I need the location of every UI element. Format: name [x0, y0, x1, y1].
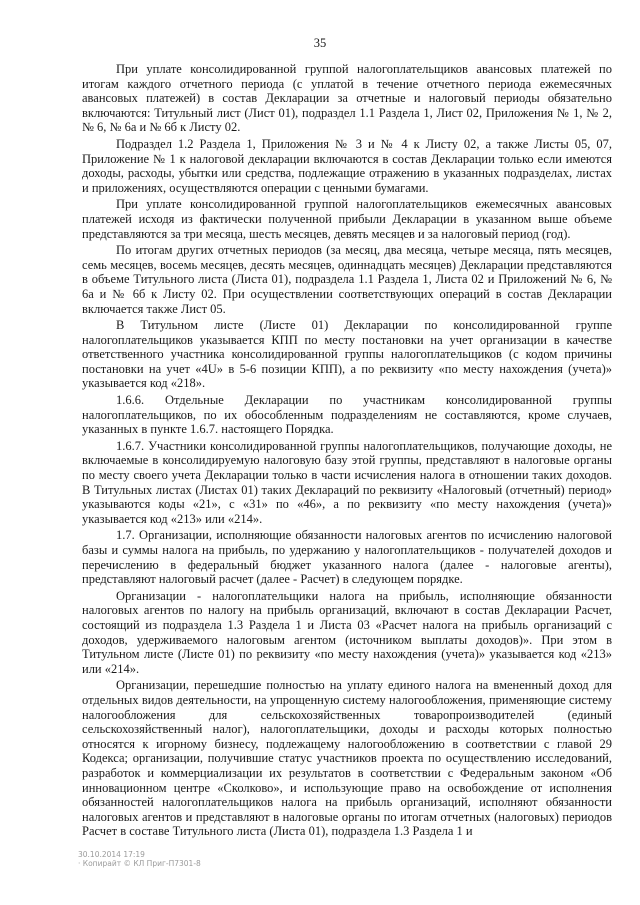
paragraph: По итогам других отчетных периодов (за месяц, два месяца, четыре месяца, пять месяцев, семь месяцев, восемь месяцев, десять месяцев, одиннадцать месяцев) Декларации представляются в объеме Титульного листа (Листа 01), подраздела 1.1 Раздела 1, Листа 02 и Приложений № 6, № 6а и № 6б к Листу 02. При осуществлении соответствующих операций в состав Декларации включается также Лист 05.: [82, 243, 612, 316]
paragraph: Организации, перешедшие полностью на уплату единого налога на вмененный доход для отдельных видов деятельности, на упрощенную систему налогообложения, применяющие систему налогообложения для сельскохозяйственных товаропроизводителей (единый сельскохозяйственный налог), налогоплательщики, доходы и расходы которых полностью относятся к игорному бизнесу, подлежащему налогообложению в соответствии с главой 29 Кодекса; организации, получившие статус участников проекта по осуществлению исследований, разработок и коммерциализации их результатов в соответствии с Федеральным законом «Об инновационном центре «Сколково», и использующие право на освобождение от исполнения обязанностей налогоплательщиков налога на прибыль организаций, исполняют обязанности налоговых агентов и представляют в налоговые органы по итогам отчетных (налоговых) периодов Расчет в составе Титульного листа (Листа 01), подраздела 1.3 Раздела 1 и: [82, 678, 612, 839]
footer-timestamp: 30.10.2014 17:19: [78, 850, 145, 859]
paragraph: 1.6.7. Участники консолидированной группы налогоплательщиков, получающие доходы, не включаемые в консолидируемую налоговую базу этой группы, представляют в налоговые органы по месту своего учета Декларации только в части исчисления налога в отношении таких доходов. В Титульных листах (Листах 01) таких Деклараций по реквизиту «Налоговый (отчетный) период» указываются коды «21», с «31» по «46», а по реквизиту «по месту нахождения (учета)» указывается код «213» или «214».: [82, 438, 612, 526]
paragraph: Организации - налогоплательщики налога на прибыль, исполняющие обязанности налоговых агентов по налогу на прибыль организаций, включают в состав Декларации Расчет, состоящий из подраздела 1.3 Раздела 1 и Листа 03 «Расчет налога на прибыль организаций с доходов, удерживаемого налоговым агентом (источником выплаты доходов)». При этом в Титульном листе (Листе 01) по реквизиту «по месту нахождения (учета)» указывается код «213» или «214».: [82, 588, 612, 676]
page-footer: [78, 850, 201, 868]
footer-copyright: · Копирайт © КЛ Приг-П7301-8: [78, 859, 201, 868]
paragraph: При уплате консолидированной группой налогоплательщиков ежемесячных авансовых платежей исходя из фактически полученной прибыли Декларации в указанном выше объеме представляются за три месяца, шесть месяцев, девять месяцев и за налоговый период (год).: [82, 197, 612, 241]
paragraph: При уплате консолидированной группой налогоплательщиков авансовых платежей по итогам каждого отчетного периода (с уплатой в течение отчетного периода ежемесячных авансовых платежей) в состав Декларации за отчетные и налоговый периоды обязательно включаются: Титульный лист (Лист 01), подраздел 1.1 Раздела 1, Лист 02, Приложения № 1, № 2, № 6, № 6а и № 6б к Листу 02.: [82, 62, 612, 135]
paragraph: В Титульном листе (Листе 01) Декларации по консолидированной группе налогоплательщиков указывается КПП по месту постановки на учет организации в качестве ответственного участника консолидированной группы налогоплательщиков (с кодом причины постановки на учет «4U» в 5-6 позиции КПП), а по реквизиту «по месту нахождения (учета)» указывается код «218».: [82, 318, 612, 391]
paragraph: 1.7. Организации, исполняющие обязанности налоговых агентов по исчислению налоговой базы и суммы налога на прибыль, по удержанию у налогоплательщиков - получателей доходов и перечислению в федеральный бюджет указанного налога (далее - налоговые агенты), представляют налоговый расчет (далее - Расчет) в следующем порядке.: [82, 528, 612, 587]
paragraph: 1.6.6. Отдельные Декларации по участникам консолидированной группы налогоплательщиков, по их обособленным подразделениям не составляются, кроме случаев, указанных в пункте 1.6.7. настоящего Порядка.: [82, 393, 612, 437]
page-number: 35: [313, 36, 327, 50]
document-body: [82, 62, 612, 841]
paragraph: Подраздел 1.2 Раздела 1, Приложения № 3 и № 4 к Листу 02, а также Листы 05, 07, Приложение № 1 к налоговой декларации включаются в состав Декларации только если имеются доходы, расходы, убытки или средства, подлежащие отражению в указанных подразделах, листах и приложениях, осуществляются операции с ценными бумагами.: [82, 136, 612, 195]
